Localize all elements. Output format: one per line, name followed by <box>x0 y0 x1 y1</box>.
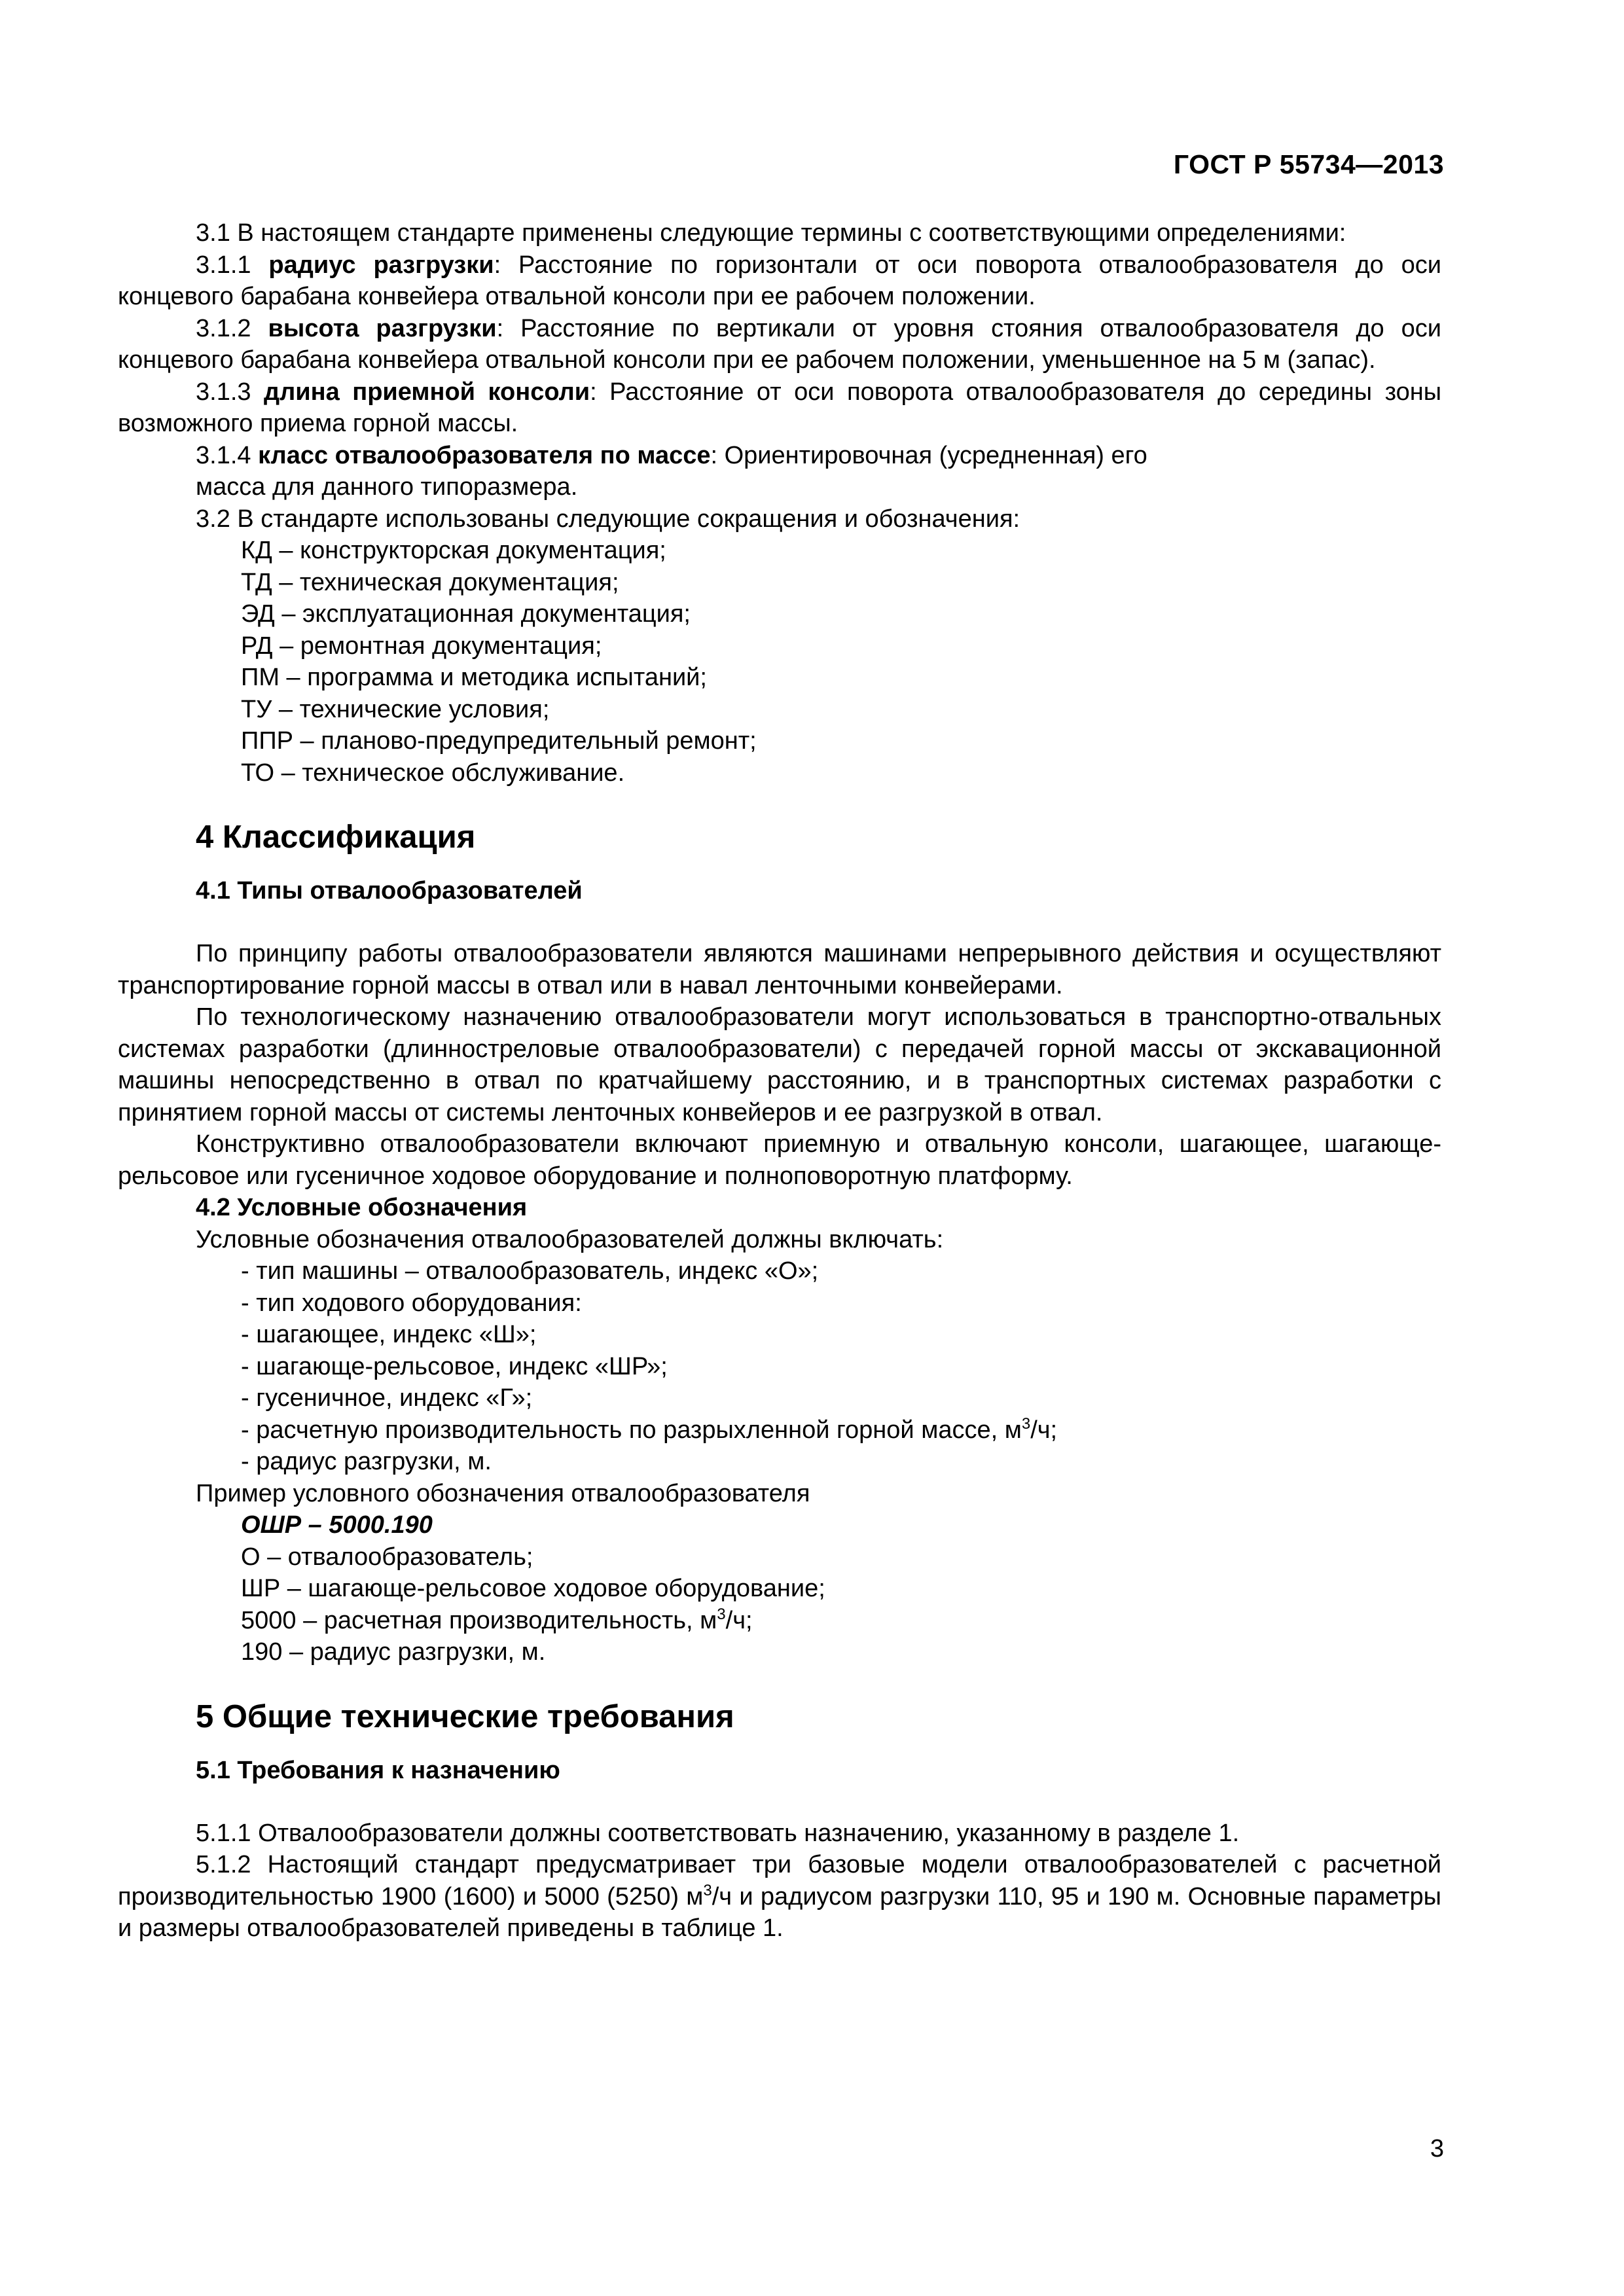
paragraph-text: 5.1.2 Настоящий стандарт предусматривает три базовые модели отвалообразователей с расчетной производительностью 1900 (1600) и 5000 (5250) м <box>118 1851 1441 1910</box>
abbreviation-list <box>118 535 1441 789</box>
subsection-4-2-heading: 4.2 Условные обозначения <box>196 1194 528 1221</box>
paragraph-3-2: 3.2 В стандарте использованы следующие сокращения и обозначения: <box>196 505 1020 533</box>
list-item: - гусеничное, индекс «Г»; <box>241 1384 533 1412</box>
list-item: - шагающее, индекс «Ш»; <box>241 1321 537 1348</box>
list-item: - шагающе-рельсовое, индекс «ШР»; <box>241 1352 668 1380</box>
list-item: - тип ходового оборудования: <box>241 1289 582 1317</box>
paragraph-3-1-1 <box>118 249 1441 313</box>
superscript: 3 <box>1021 1414 1031 1433</box>
list-item: ППР – планово-предупредительный ремонт; <box>241 727 757 755</box>
list-item: 190 – радиус разгрузки, м. <box>241 1638 546 1666</box>
item-text-tail: /ч; <box>1030 1416 1058 1444</box>
superscript: 3 <box>703 1881 712 1899</box>
list-item: ШР – шагающе-рельсовое ходовое оборудование; <box>241 1575 825 1602</box>
list-item: ЭД – эксплуатационная документация; <box>241 600 691 628</box>
clause-number: 3.1.2 <box>196 314 268 342</box>
list-item <box>118 1605 1441 1637</box>
definition: : Расстояние от оси поворота отвалообразователя до середины зоны возможного приема горной массы. <box>118 378 1442 437</box>
term: радиус разгрузки <box>268 251 494 279</box>
list-item: КД – конструкторская документация; <box>241 537 666 564</box>
document-header-id: ГОСТ Р 55734—2013 <box>1173 149 1444 179</box>
paragraph-3-1-3 <box>118 376 1441 440</box>
section-5-heading: 5 Общие технические требования <box>196 1698 734 1734</box>
clause-number: 3.1.1 <box>196 251 269 279</box>
item-text-tail: /ч; <box>725 1606 753 1634</box>
paragraph-4-1-2: По технологическому назначению отвалообразователи могут использоваться в транспортно-отвальных системах разработки (длинностреловые отвалообразователи) с передачей горной массы от экскавационной машины непосредственно в отвал по кратчайшему расстоянию, и в транспортных системах разработки с принятием горной массы от системы ленточных конвейеров и ее разгрузкой в отвал. <box>118 1003 1441 1126</box>
list-item: - радиус разгрузки, м. <box>241 1448 492 1475</box>
clause-number: 3.1.3 <box>196 378 264 406</box>
item-text: - расчетную производительность по разрыхленной горной массе, м <box>241 1416 1022 1444</box>
list-item: - тип машины – отвалообразователь, индекс «О»; <box>241 1257 819 1285</box>
term: класс отвалообразователя по массе <box>258 441 711 469</box>
definition: : Расстояние по горизонтали от оси поворота отвалообразователя до оси концевого барабана конвейера отвальной консоли при ее рабочем положении. <box>118 251 1441 310</box>
paragraph-3-1-4-continuation: масса для данного типоразмера. <box>196 473 578 501</box>
subsection-5-1-heading: 5.1 Требования к назначению <box>196 1756 560 1784</box>
paragraph-text-tail: /ч и радиусом разгрузки 110, 95 и 190 м. Основные параметры и размеры отвалообразователей приведены в таблице 1. <box>118 1882 1441 1942</box>
list-item: ТО – техническое обслуживание. <box>241 759 625 787</box>
term: высота разгрузки <box>268 314 497 342</box>
paragraph-3-1-2 <box>118 313 1441 376</box>
list-item: РД – ремонтная документация; <box>241 632 602 660</box>
list-item: ТУ – технические условия; <box>241 695 550 723</box>
section-4-heading: 4 Классификация <box>196 819 476 855</box>
paragraph-4-1-3: Конструктивно отвалообразователи включают приемную и отвальную консоли, шагающее, шагающе-рельсовое или гусеничное ходовое оборудование и полноповоротную платформу. <box>118 1130 1441 1190</box>
subsection-4-1-heading: 4.1 Типы отвалообразователей <box>196 877 583 905</box>
paragraph-3-1-4 <box>118 440 1441 472</box>
list-item <box>118 1414 1441 1446</box>
list-item: О – отвалообразователь; <box>241 1543 533 1571</box>
paragraph-3-1: 3.1 В настоящем стандарте применены следующие термины с соответствующими определениями: <box>196 219 1346 247</box>
superscript: 3 <box>717 1605 726 1623</box>
clause-number: 3.1.4 <box>196 441 259 469</box>
paragraph-5-1-1: 5.1.1 Отвалообразователи должны соответствовать назначению, указанному в разделе 1. <box>196 1819 1240 1847</box>
list-item: ТД – техническая документация; <box>241 568 619 596</box>
paragraph-5-1-2 <box>118 1849 1441 1945</box>
example-intro: Пример условного обозначения отвалообразователя <box>196 1479 810 1507</box>
page-number: 3 <box>1430 2135 1444 2162</box>
paragraph-4-2-intro: Условные обозначения отвалообразователей должны включать: <box>196 1225 944 1253</box>
term: длина приемной консоли <box>264 378 590 406</box>
definition: : Расстояние по вертикали от уровня стояния отвалообразователя до оси концевого барабана конвейера отвальной консоли при ее рабочем положении, уменьшенное на 5 м (запас). <box>118 314 1442 374</box>
definition: : Ориентировочная (усредненная) его <box>710 441 1147 469</box>
item-text: 5000 – расчетная производительность, м <box>241 1606 717 1634</box>
example-code: ОШР – 5000.190 <box>241 1511 433 1539</box>
document-body <box>118 217 1441 1945</box>
paragraph-4-1-1: По принципу работы отвалообразователи являются машинами непрерывного действия и осуществляют транспортирование горной массы в отвал или в навал ленточными конвейерами. <box>118 940 1441 999</box>
designation-list <box>118 1255 1441 1478</box>
list-item: ПМ – программа и методика испытаний; <box>241 664 707 691</box>
